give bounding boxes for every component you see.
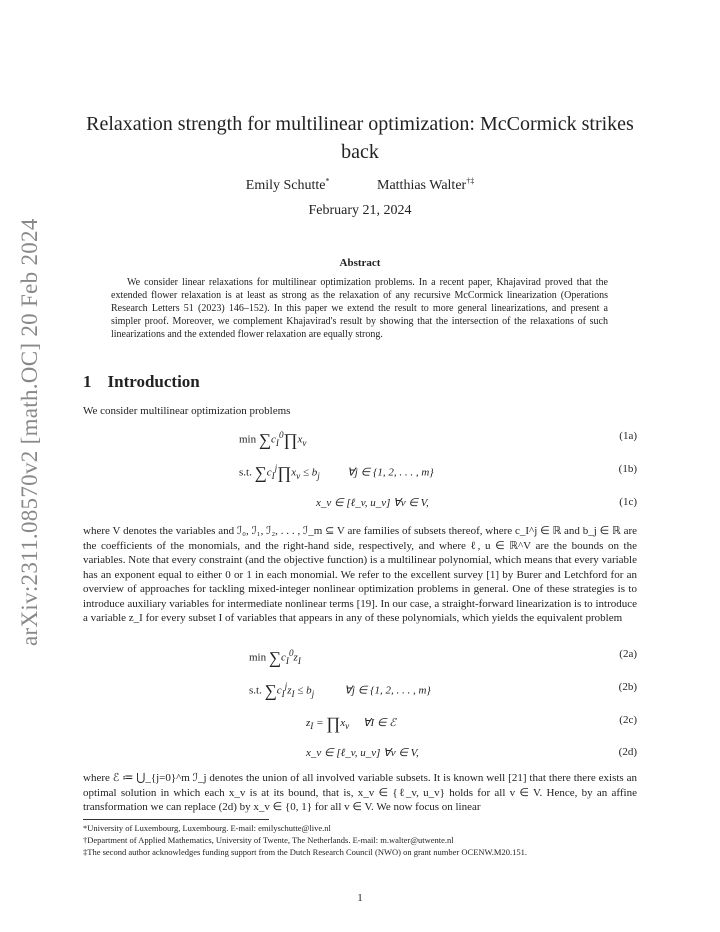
equation-1a: $\min \sum c_I^0\prod x_v$ (1a) xyxy=(239,430,637,450)
footnote-2: †Department of Applied Mathematics, University of Twente, The Netherlands. E-mail: m.walter@utwente.nl xyxy=(83,835,454,845)
paper-date: February 21, 2024 xyxy=(308,203,412,218)
footnote-3: ‡The second author acknowledges funding support from the Dutch Research Council (NWO) on grant number OCENW.M20.151. xyxy=(83,847,527,857)
arxiv-stamp: arXiv:2311.08570v2 [math.OC] 20 Feb 2024 xyxy=(17,218,42,646)
abstract-text: We consider linear relaxations for multilinear optimization problems. In a recent paper, Khajavirad proved that the extended flower relaxation is at least as strong as the relaxation of any recursive McCormick linearization (Operations Research Letters 51 (2023) 146–152). In this paper we extend the result to more general linearizations, and present a simpler proof. Moreover, we complement Khajavirad's result by showing that the intersection of the relaxations of such linearizations and the extended flower relaxation are equally strong. xyxy=(111,277,608,340)
equation-2c: $z_I$ = $\prod x_v$ ∀I ∈ ℰ (2c) xyxy=(306,714,637,733)
author-list xyxy=(0,176,720,194)
intro-paragraph-1: We consider multilinear optimization problems xyxy=(83,405,291,417)
equation-2a: $\min \sum c_I^0z_I$ (2a) xyxy=(249,648,637,668)
equation-label: (2d) xyxy=(618,746,637,758)
equation-label: (2a) xyxy=(619,648,637,660)
intro-paragraph-2: where V denotes the variables and ℐ₀, ℐ₁, ℐ₂, . . . , ℐ_m ⊆ V are families of subsets thereof, where c_I^j ∈ ℝ and b_j ∈ ℝ are the coefficients of the monomials, and the right-hand side, respectively, and where ℓ, u ∈ ℝ^V are the bounds on the variables. Note that every constraint (and the objective function) is a multilinear polynomial, which means that every variable has an exponent equal to either 0 or 1 in each monomial. We refer to the excellent survey [1] by Burer and Letchford for an overview of approaches for tackling mixed-integer nonlinear optimization problems in general. One of these strategies is to introduce auxiliary variables for intermediate nonlinear terms [19]. In our case, a straight-forward linearization is to introduce a variable z_I for every subset I of variables that appears in any of these polynomials, which yields the equivalent problem xyxy=(83,525,637,624)
intro-paragraph-3: where ℰ ≔ ⋃_{j=0}^m ℐ_j denotes the union of all involved variable subsets. It is known well [21] that there there exists an optimal solution in which each x_v is at its bound, that is, x_v ∈ {ℓ_v, u_v} holds for all v ∈ V. Hence, by an affine transformation we can replace (2d) by x_v ∈ {0, 1} for all v ∈ V. We now focus on linear xyxy=(83,772,637,813)
equation-2b: s.t. $\sum c_I^jz_I \le b_j$ ∀j ∈ {1, 2, . . . , m} (2b) xyxy=(249,681,637,701)
equation-label: (1c) xyxy=(619,496,637,508)
abstract-heading: Abstract xyxy=(339,257,381,269)
author-1: Emily Schutte* xyxy=(245,176,330,193)
equation-2d: x_v ∈ [ℓ_v, u_v] ∀v ∈ V, (2d) xyxy=(306,746,637,759)
paper-title: Relaxation strength for multilinear optimization: McCormick strikes back xyxy=(86,113,634,163)
equation-label: (1b) xyxy=(618,463,637,475)
author-2: Matthias Walter†‡ xyxy=(377,176,475,193)
equation-label: (2c) xyxy=(619,714,637,726)
footnote-rule xyxy=(83,819,269,820)
equation-1c: x_v ∈ [ℓ_v, u_v] ∀v ∈ V, (1c) xyxy=(316,496,637,509)
section-heading: 1 Introduction xyxy=(83,372,200,391)
page-number: 1 xyxy=(357,892,363,904)
equation-label: (1a) xyxy=(619,430,637,442)
equation-label: (2b) xyxy=(618,681,637,693)
equation-1b: s.t. $\sum c_I^j\prod x_v \le b_j$ ∀j ∈ {1, 2, . . . , m} (1b) xyxy=(239,463,637,483)
footnote-1: *University of Luxembourg, Luxembourg. E-mail: emilyschutte@live.nl xyxy=(83,823,331,833)
